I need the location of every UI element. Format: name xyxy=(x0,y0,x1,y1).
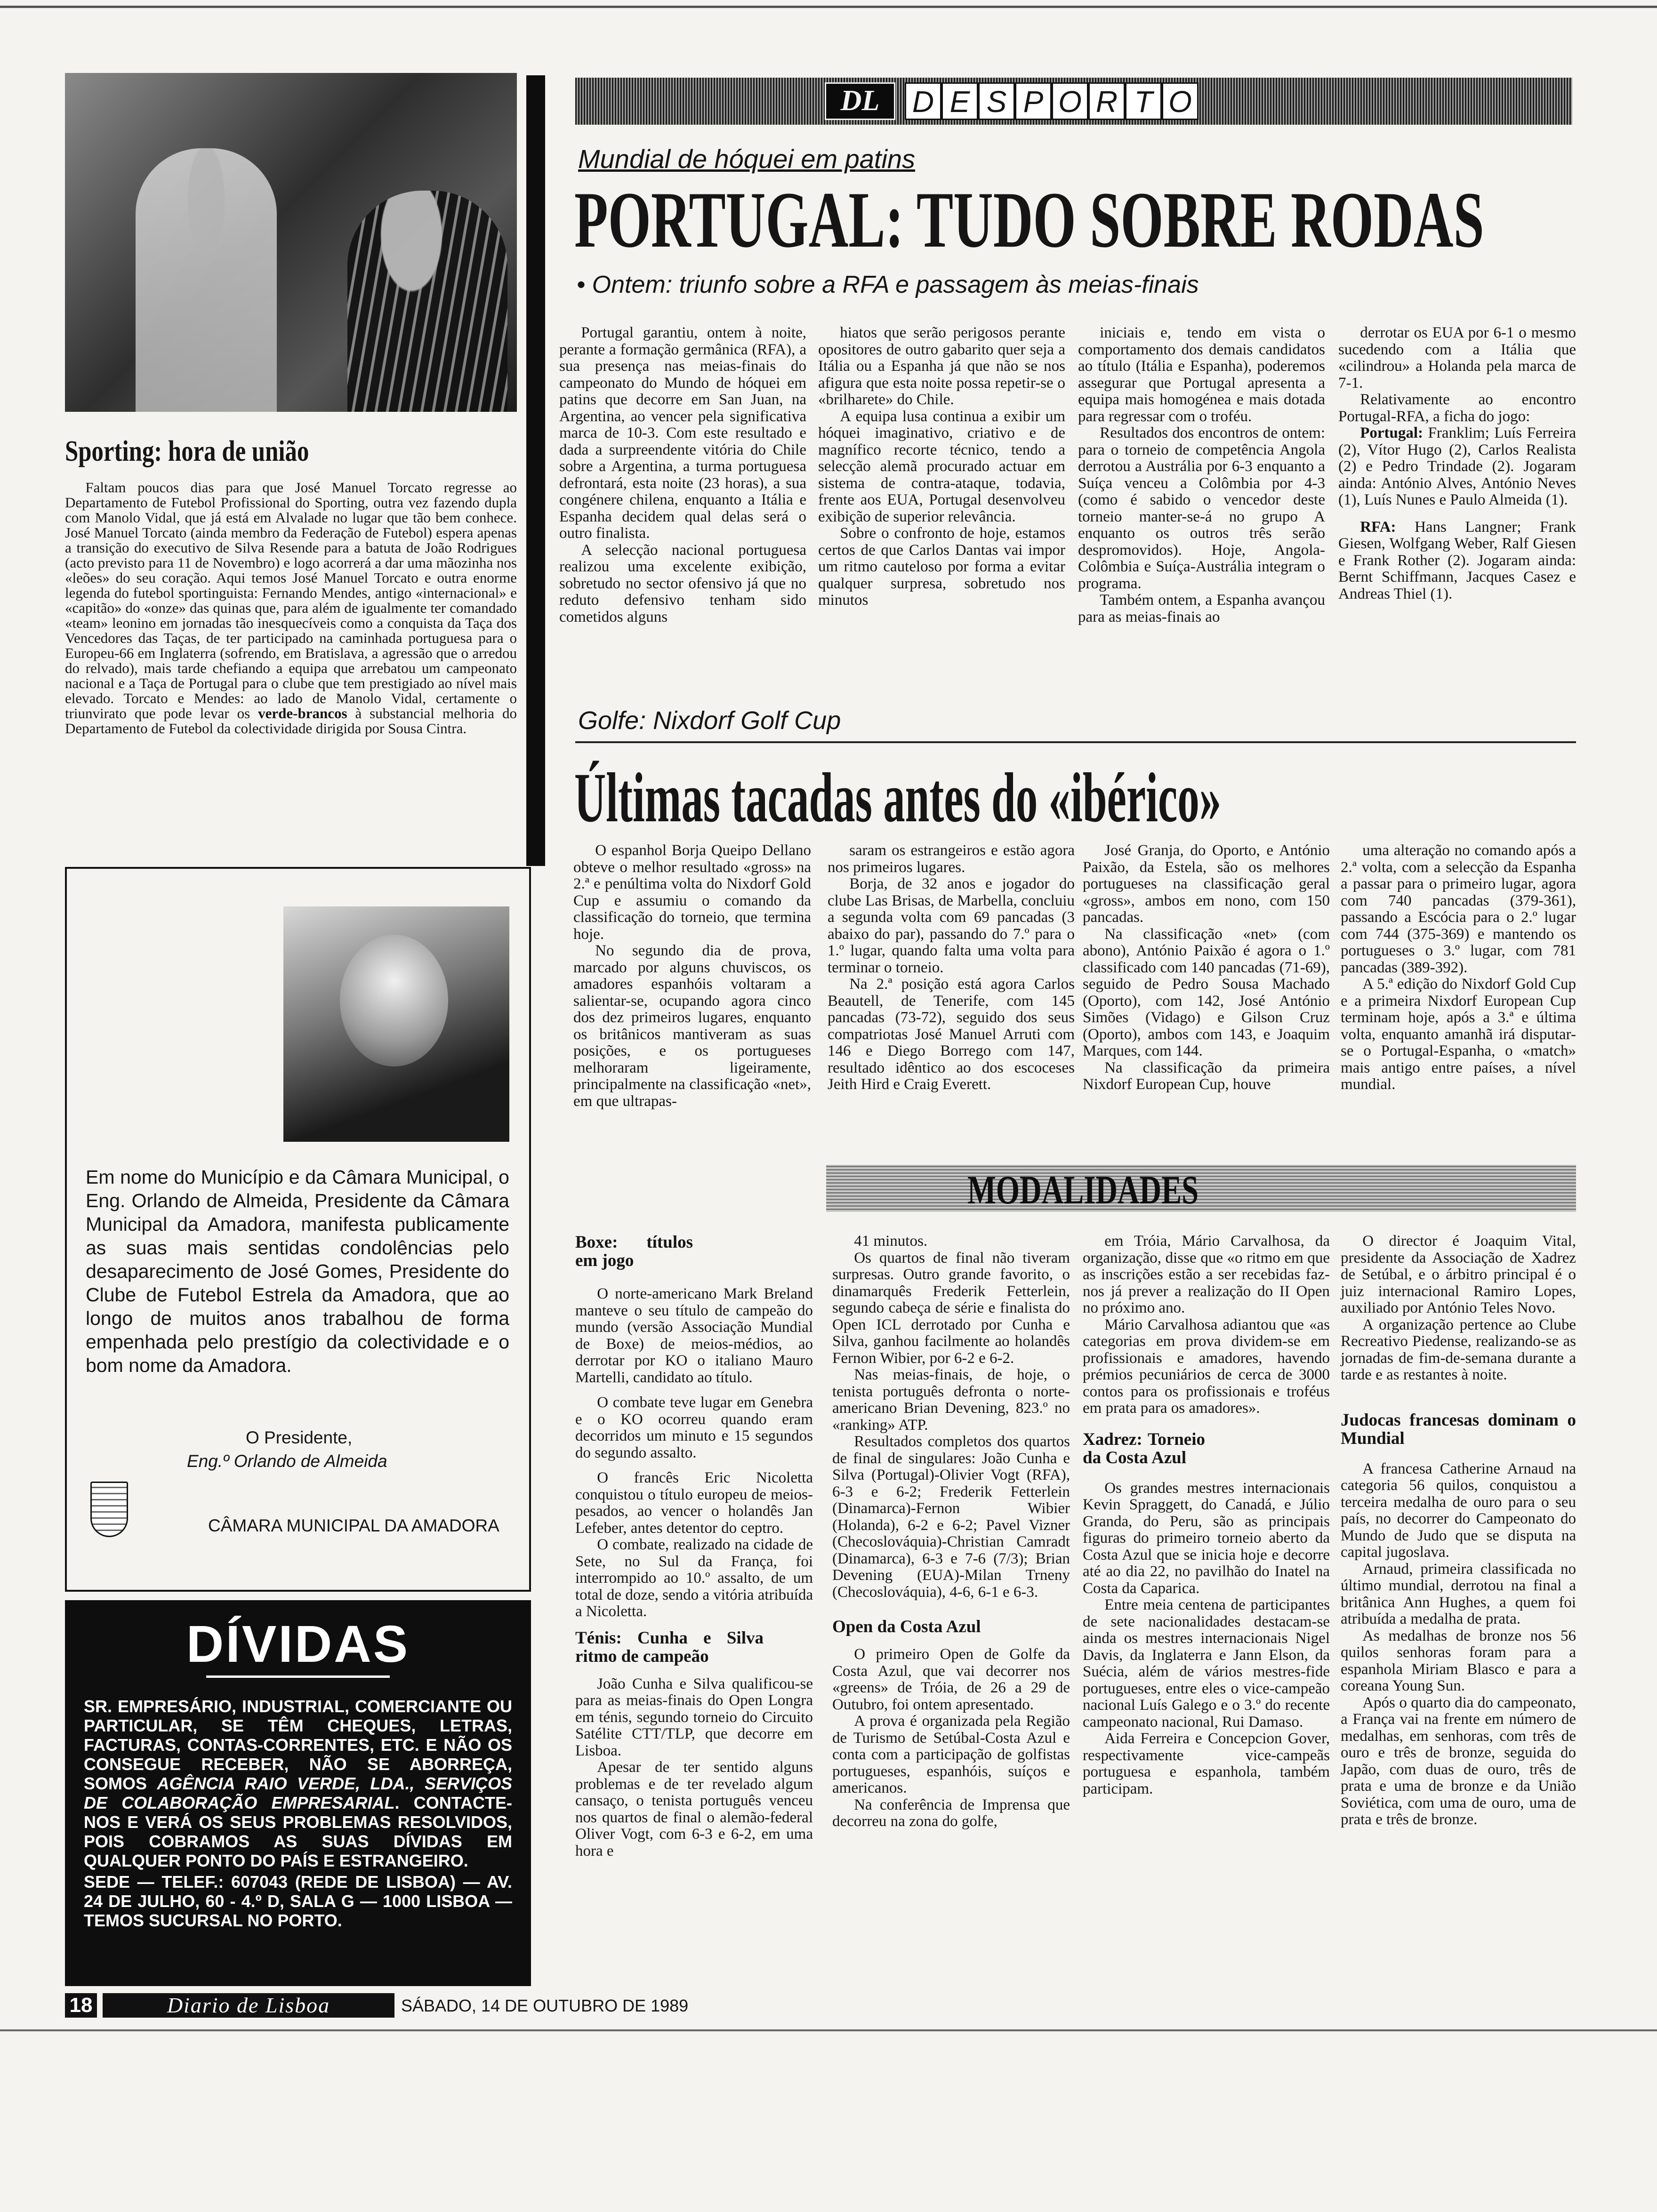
paragraph: Na conferência de Imprensa que decorreu na zona do golfe, xyxy=(832,1796,1070,1830)
paragraph: No segundo dia de prova, marcado por alguns chuviscos, os amadores espanhóis voltaram a salientar-se, ocupando agora cinco dos dez primeiros lugares, enquanto os britânicos mantiveram as suas posições, e os portugueses melhoraram ligeiramente, principalmente na classificação «net», em que ultrapas- xyxy=(573,942,811,1110)
modalidades-banner xyxy=(826,1165,1576,1212)
golf-headline: Últimas tacadas antes do «ibérico» xyxy=(574,759,1222,837)
sporting-body-bold: verde-brancos xyxy=(258,705,347,721)
paragraph: Também ontem, a Espanha avançou para as meias-finais ao xyxy=(1078,592,1325,625)
hockey-headline: PORTUGAL: TUDO SOBRE RODAS xyxy=(574,176,1484,264)
xadrez-title: Xadrez: Torneio da Costa Azul xyxy=(1083,1429,1205,1467)
lineup-portugal xyxy=(1338,425,1576,509)
notice-photo-face xyxy=(340,935,448,1066)
paragraph: Relativamente ao encontro Portugal-RFA, a ficha do jogo: xyxy=(1338,391,1576,425)
paragraph: José Granja, do Oporto, e António Paixão, da Estela, são os melhores portugueses na classificação geral «gross», ambos em nono, com 150 pancadas. xyxy=(1083,842,1330,926)
paragraph: O director é Joaquim Vital, presidente da Associação de Xadrez de Setúbal, e o árbitro principal é o juiz internacional Ramiro Lopes, auxiliado por António Teles Novo. xyxy=(1341,1233,1576,1316)
modalidades-col-4 xyxy=(1341,1233,1576,1828)
paragraph: 41 minutos. xyxy=(854,1233,928,1250)
paragraph: A equipa lusa continua a exibir um hóquei imaginativo, criativo e de magnífico recorte técnico, tendo a selecção alemã procurado actuar em sistema de contra-ataque, todavia, frente aos EUA, Portugal desenvolveu exibição de superior relevância. xyxy=(818,408,1065,525)
page-number: 18 xyxy=(65,1993,97,2018)
paragraph: Os grandes mestres internacionais Kevin Spraggett, do Canadá, e Júlio Granda, do Peru, são as principais figuras do primeiro torneio aberto da Costa Azul que se inicia hoje e decorre até ao dia 22, no pavilhão do Inatel na Costa da Caparica. xyxy=(1083,1479,1330,1597)
lineup-label: RFA: xyxy=(1360,518,1396,536)
tenis-title: Ténis: Cunha e Silva ritmo de campeão xyxy=(575,1628,764,1666)
paragraph: Apesar de ter sentido alguns problemas e de ter revelado algum cansaço, o tenista português venceu nos quartos de final o alemão-federal Oliver Vogt, com 6-3 e 6-2, em uma hora e xyxy=(575,1759,813,1859)
ad-body-part2: . CONTACTE-NOS E VERÁ OS SEUS PROBLEMAS RESOLVIDOS, POIS COBRAMOS AS SUAS DÍVIDAS EM QUALQUER PONTO DO PAÍS E ESTRANGEIRO. xyxy=(84,1793,512,1870)
photo-figure-left xyxy=(136,148,277,412)
paragraph: Os quartos de final não tiveram surpresas. Outro grande favorito, o dinamarquês Frederik Fetterlein, segundo cabeça de série e finalista do Open ICL derrotado por Cunha e Silva, ganhou facilmente ao holandês Fernon Wibier, por 6-2 e 6-2. xyxy=(832,1249,1070,1367)
open-title: Open da Costa Azul xyxy=(832,1617,981,1636)
ad-body-part1: SR. EMPRESÁRIO, INDUSTRIAL, COMERCIANTE OU PARTICULAR, SE TÊM CHEQUES, LETRAS, FACTURAS, CONTAS-CORRENTES, ETC. E NÃO OS CONSEGUE RECEBER, NÃO SE ABORREÇA, SOMOS xyxy=(84,1697,512,1793)
dl-logo: DL xyxy=(825,82,895,120)
ad-title: DÍVIDAS xyxy=(186,1615,410,1673)
paragraph: derrotar os EUA por 6-1 o mesmo sucedendo com a Itália que «cilindrou» a Holanda pela marca de 7-1. xyxy=(1338,324,1576,392)
paragraph: O norte-americano Mark Breland manteve o seu título de campeão do mundo (versão Associação Mundial de Boxe) de meios-médios, ao derrotar por KO o italiano Mauro Martelli, candidato ao título. xyxy=(575,1285,813,1386)
notice-photo xyxy=(283,906,509,1142)
paragraph: uma alteração no comando após a 2.ª volta, com a selecção da Espanha a passar para o primeiro lugar, agora com 740 pancadas (379-361), passando a Escócia para o 2.º lugar com 744 (375-369) e mantendo os portugueses o 3.º lugar, com 781 pancadas (389-392). xyxy=(1341,842,1576,976)
section-letter: S xyxy=(978,82,1015,120)
paragraph: Resultados completos dos quartos de final de singulares: João Cunha e Silva (Portugal)-Olivier Vogt (RFA), 6-3 e 6-2; Frederik Fetterlein (Dinamarca)-Fernon Wibier (Holanda), 6-2 e 6-2; Pavel Vizner (Checoslováquia)-Christian Camradt (Dinamarca), 6-3 e 7-6 (7/3); Brian Devening (EUA)-Milan Trneny (Checoslováquia), 4-6, 6-1 e 6-3. xyxy=(832,1433,1070,1601)
modalidades-col-1 xyxy=(575,1233,813,1859)
paragraph: O combate teve lugar em Genebra e o KO ocorreu quando eram decorridos um minuto e 15 segundos do segundo assalto. xyxy=(575,1394,813,1461)
hockey-col-3 xyxy=(1078,325,1325,625)
paragraph: Arnaud, primeira classificada no último mundial, derrotou na final a britânica Ann Hughes, a quem foi atribuída a medalha de prata. xyxy=(1341,1560,1576,1627)
paragraph: As medalhas de bronze nos 56 quilos senhoras foram para a espanhola Miriam Blasco e para a coreana Young Sun. xyxy=(1341,1627,1576,1694)
paragraph: Nas meias-finais, de hoje, o tenista português defronta o norte-americano Brian Devening, 823.º no «ranking» ATP. xyxy=(832,1366,1070,1434)
golf-col-3 xyxy=(1083,842,1330,1093)
modalidades-col-2 xyxy=(832,1233,1070,1830)
paragraph: Resultados dos encontros de ontem: para o torneio de competência Angola derrotou a Austrália por 6-3 enquanto a Suíça venceu a Colômbia por 4-3 (como é sabido o vencedor deste torneio manter-se-á no grupo A enquanto os outros três serão despromovidos). Hoje, Angola-Colômbia e Suíça-Austrália integram o programa. xyxy=(1078,425,1325,592)
paragraph: O francês Eric Nicoletta conquistou o título europeu de meios-pesados, ao vencer o holandês Jan Lefeber, antes detentor do ceptro. xyxy=(575,1469,813,1537)
hockey-col-2 xyxy=(818,325,1065,609)
paragraph: Na 2.ª posição está agora Carlos Beautell, de Tenerife, com 145 pancadas (73-72), seguido dos seus compatriotas José Manuel Arruti com 146 e Diego Borrego com 147, resultado idêntico ao dos escoceses Jeith Hird e Craig Everett. xyxy=(828,976,1075,1093)
section-letter: O xyxy=(1162,82,1199,120)
lineup-text: Hans Langner; Frank Giesen, Wolfgang Weber, Ralf Giesen e Frank Rother (2). Jogaram ainda: Bernt Schiffmann, Jacques Casez e Andreas Thiel (1). xyxy=(1338,518,1577,602)
ad-title-underline xyxy=(206,1675,390,1678)
section-title xyxy=(905,82,1199,120)
section-letter: P xyxy=(1015,82,1052,120)
top-border xyxy=(0,6,1657,8)
section-masthead xyxy=(575,78,1572,125)
paragraph: Portugal garantiu, ontem à noite, perante a formação germânica (RFA), a sua presença nas meias-finais do campeonato do Mundo de hóquei em patins que decorre em San Juan, na Argentina, ao vencer pela significativa marca de 10-3. Com este resultado e dada a surpreendente vitória do Chile sobre a Argentina, a turma portuguesa defrontará, esta noite (23 horas), a sua congénere chilena, enquanto a Itália e Espanha decidem qual delas será o outro finalista. xyxy=(559,324,806,542)
paragraph: A 5.ª edição do Nixdorf Gold Cup e a primeira Nixdorf European Cup terminam hoje, após a 3.ª e última volta, enquanto amanhã irá disputar-se o Portugal-Espanha, o «match» mais antigo entre países, a nível mundial. xyxy=(1341,976,1576,1093)
paragraph: A organização pertence ao Clube Recreativo Piedense, realizando-se as jornadas de fim-de-semana durante a tarde e as restantes à noite. xyxy=(1341,1316,1576,1383)
hockey-kicker: Mundial de hóquei em patins xyxy=(578,144,916,174)
golf-col-1 xyxy=(573,842,811,1110)
section-letter: R xyxy=(1088,82,1125,120)
sporting-headline: Sporting: hora de união xyxy=(65,435,309,467)
column-rule xyxy=(526,75,545,866)
footer-paper-name: Diario de Lisboa xyxy=(103,1993,394,2018)
footer-date: SÁBADO, 14 DE OUTUBRO DE 1989 xyxy=(401,1996,689,2015)
paragraph: Mário Carvalhosa adiantou que «as categorias em prova dividem-se em profissionais e amadores, havendo prémios pecuniários de cerca de 3000 contos para os profissionais e troféus em prata para os amadores». xyxy=(1083,1316,1330,1417)
paragraph: O espanhol Borja Queipo Dellano obteve o melhor resultado «gross» na 2.ª e penúltima volta do Nixdorf Gold Cup e assumiu o comando da classificação do torneio, que termina hoje. xyxy=(573,842,811,943)
notice-signoff: O Presidente, xyxy=(246,1428,353,1447)
sporting-body xyxy=(65,480,517,736)
section-letter: T xyxy=(1125,82,1162,120)
golf-kicker-rule xyxy=(575,741,1576,743)
modalidades-title: MODALIDADES xyxy=(967,1167,1199,1212)
paragraph: iniciais e, tendo em vista o comportamento dos demais candidatos ao título (Itália e Espanha), poderemos assegurar que Portugal apresenta a equipa mais homogénea e mais dotada para regressar com o troféu. xyxy=(1078,324,1325,425)
sporting-photo xyxy=(65,73,517,412)
ad-body xyxy=(84,1697,512,1930)
golf-col-4 xyxy=(1341,842,1576,1093)
lineup-rfa xyxy=(1338,519,1576,603)
section-letter: E xyxy=(941,82,978,120)
paragraph: hiatos que serão perigosos perante opositores de outro gabarito quer seja a Itália ou a Espanha já que não se nos afigura que esta noite possa repetir-se o «brilharete» do Chile. xyxy=(818,324,1065,408)
notice-org: CÂMARA MUNICIPAL DA AMADORA xyxy=(208,1516,499,1535)
dividas-ad xyxy=(65,1600,531,1986)
sporting-body-text: Faltam poucos dias para que José Manuel Torcato regresse ao Departamento de Futebol Profissional do Sporting, outra vez fazendo dupla com Manolo Vidal, que já está em Alvalade no lugar que tão bem conhece. José Manuel Torcato (ainda membro da Federação de Futebol) espera apenas a transição do executivo de Silva Resende para a batuta de João Rodrigues (acto previsto para 11 de Novembro) e logo acorrerá a dar uma mãozinha nos «leões» do seu coração. Aqui temos José Manuel Torcato e outra enorme legenda do futebol sportinguista: Fernando Mendes, antigo «internacional» e «capitão» do «onze» das quinas que, para além de igualmente ter comandado «team» leonino em jornadas tão inesquecíveis como a conquista da Taça dos Vencedores das Taças, de ter participado na caminhada portuguesa para o Europeu-66 em Inglaterra (sofrendo, em Bratislava, a agressão que o arredou do relvado), mais tarde chefiando a equipa que arrebatou um campeonato nacional e a Taça de Portugal para o clube que tem prestigiado ao nível mais elevado. Torcato e Mendes: ao lado de Manolo Vidal, certamente o triunvirato que pode levar os xyxy=(65,479,517,721)
modalidades-col-3 xyxy=(1083,1233,1330,1797)
sporting-body-end: à substancial melhoria do Departamento de Futebol da colectividade dirigida por Sousa Cintra. xyxy=(65,705,517,737)
paragraph: A selecção nacional portuguesa realizou uma excelente exibição, sobretudo no sector ofensivo já que no reduto defensivo tenham sido cometidos alguns xyxy=(559,541,806,625)
paragraph: O primeiro Open de Golfe da Costa Azul, que vai decorrer nos «greens» de Tróia, de 26 a 29 de Outubro, foi ontem apresentado. xyxy=(832,1646,1070,1713)
paragraph: Na classificação da primeira Nixdorf European Cup, houve xyxy=(1083,1059,1330,1093)
paragraph: Sobre o confronto de hoje, estamos certos de que Carlos Dantas vai impor um ritmo cauteloso por forma a evitar qualquer surpresa, sobretudo nos minutos xyxy=(818,525,1065,609)
ad-address: SEDE — TELEF.: 607043 (REDE DE LISBOA) — AV. 24 DE JULHO, 60 - 4.º D, SALA G — 1000 LISBOA — TEMOS SUCURSAL NO PORTO. xyxy=(84,1872,512,1930)
paragraph: Entre meia centena de participantes de sete nacionalidades destacam-se ainda os mestres internacionais Nigel Davis, da Inglaterra e Jann Elson, da Suécia, além de vários mestres-fide portugueses, entre eles o vice-campeão nacional Luís Galego e o 3.º do recente campeonato nacional, Rui Damaso. xyxy=(1083,1596,1330,1731)
section-letter: O xyxy=(1052,82,1088,120)
lineup-label: Portugal: xyxy=(1360,425,1423,441)
judo-title: Judocas francesas dominam o Mundial xyxy=(1341,1410,1576,1448)
paragraph: A prova é organizada pela Região de Turismo de Setúbal-Costa Azul e conta com a participação de golfistas portugueses, espanhóis, suíços e americanos. xyxy=(832,1713,1070,1796)
notice-signer: Eng.º Orlando de Almeida xyxy=(187,1451,387,1471)
bottom-border xyxy=(0,2029,1657,2031)
photo-figure-right xyxy=(347,191,507,412)
paragraph: Borja, de 32 anos e jogador do clube Las Brisas, de Marbella, concluiu a segunda volta com 69 pancadas (3 abaixo do par), passando do 7.º para o 1.º lugar, quando falta uma volta para terminar o torneio. xyxy=(828,875,1075,976)
paragraph: João Cunha e Silva qualificou-se para as meias-finais do Open Longra em ténis, segundo torneio do Circuito Satélite CTT/TLP, que decorre em Lisboa. xyxy=(575,1675,813,1759)
golf-kicker: Golfe: Nixdorf Golf Cup xyxy=(578,706,841,735)
hockey-deck: • Ontem: triunfo sobre a RFA e passagem às meias-finais xyxy=(577,271,1199,298)
lineup-text: Franklim; Luís Ferreira (2), Vítor Hugo (2), Carlos Realista (2) e Pedro Trindade (2). Jogaram ainda: António Alves, António Neves (1), Luís Nunes e Paulo Almeida (1). xyxy=(1338,425,1576,508)
hockey-col-1 xyxy=(559,325,806,625)
condolence-notice xyxy=(65,867,531,1592)
paragraph: A francesa Catherine Arnaud na categoria 56 quilos, conquistou a terceira medalha de ouro para o seu país, no decorrer do Campeonato do Mundo de Judo que se disputa na capital jugoslava. xyxy=(1341,1460,1576,1561)
hockey-col-4 xyxy=(1338,325,1576,602)
golf-col-2 xyxy=(828,842,1075,1093)
paragraph: Na classificação «net» (com abono), António Paixão é agora o 1.º classificado com 140 pancadas (71-69), seguido de Pedro Sousa Machado (Oporto), com 142, José António Simões (Vidago) e Gilson Cruz (Oporto), ambos com 143, e Joaquim Marques, com 144. xyxy=(1083,925,1330,1059)
paragraph: Após o quarto dia do campeonato, a França vai na frente em número de medalhas, em senhoras, com três de ouro e três de bronze, seguida do Japão, com duas de ouro, três de prata e uma de bronze e da União Soviética, com uma de ouro, uma de prata e três de bronze. xyxy=(1341,1694,1576,1828)
amadora-crest-icon xyxy=(90,1482,128,1537)
ad-agency-name: AGÊNCIA RAIO VERDE, LDA., SERVIÇOS DE COLABORAÇÃO EMPRESARIAL xyxy=(84,1774,512,1812)
paragraph: O combate, realizado na cidade de Sete, no Sul da França, foi interrompido ao 10.º assalto, de um total de doze, sendo a vitória atribuída a Nicoletta. xyxy=(575,1536,813,1620)
section-letter: D xyxy=(905,82,941,120)
notice-text: Em nome do Município e da Câmara Municipal, o Eng. Orlando de Almeida, Presidente da Câmara Municipal da Amadora, manifesta publicamente as suas mais sentidas condolências pelo desaparecimento de José Gomes, Presidente do Clube de Futebol Estrela da Amadora, que ao longo de muitos anos trabalhou de forma empenhada pelo prestígio da colectividade e o bom nome da Amadora. xyxy=(86,1166,509,1376)
paragraph: em Tróia, Mário Carvalhosa, da organização, disse que «o ritmo em que as inscrições estão a ser recebidas faz-nos já prever a realização do II Open no próximo ano. xyxy=(1083,1233,1330,1316)
paragraph: Aida Ferreira e Concepcion Gover, respectivamente vice-campeãs portuguesa e espanhola, também participam. xyxy=(1083,1730,1330,1797)
boxe-title: Boxe: títulos em jogo xyxy=(575,1233,693,1270)
paragraph: saram os estrangeiros e estão agora nos primeiros lugares. xyxy=(828,842,1075,876)
